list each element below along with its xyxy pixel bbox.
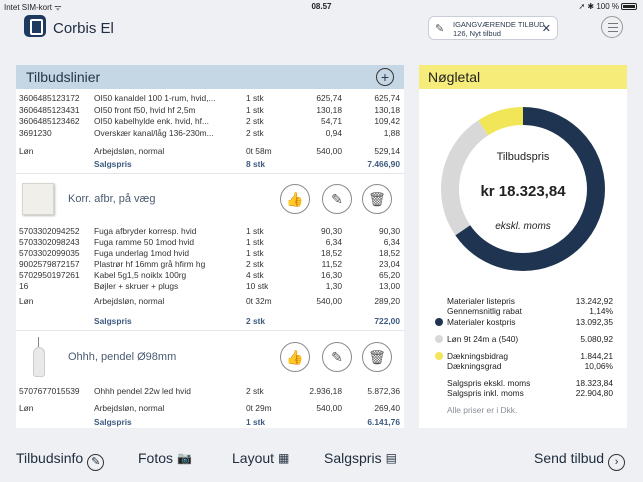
kpi-row: Løn 9t 24m a (540) 5.080,92	[435, 334, 613, 344]
divider	[16, 173, 404, 174]
table-row[interactable]: 5703302099035 Fuga underlag 1mod hvid 1 stk 18,52 18,52	[19, 248, 400, 258]
trash-icon: 🗑	[368, 349, 386, 365]
current-offer-pill[interactable]	[428, 16, 558, 40]
edit-button[interactable]	[322, 342, 352, 372]
app-logo-icon	[24, 15, 46, 37]
offer-lines-header	[16, 65, 404, 89]
layout-icon: ▦	[278, 451, 290, 465]
chevron-right-icon: ›	[608, 454, 625, 471]
table-row[interactable]: 5703302098243 Fuga ramme 50 1mod hvid 1 stk 6,34 6,34	[19, 237, 400, 247]
offer-info-button[interactable]: Tilbudsinfo ✎	[16, 450, 104, 471]
table-row[interactable]: 16 Bøjler + skruer + plugs 10 stk 1,30 13,00	[19, 281, 400, 291]
edit-icon: ✎	[435, 23, 445, 35]
pencil-icon: ✎	[87, 454, 104, 471]
kpi-row: Dækningsbidrag 1.844,21	[435, 351, 613, 361]
table-row[interactable]: 5702950197261 Kabel 5g1,5 noiklx 100rg 4 stk 16,30 65,20	[19, 270, 400, 280]
table-row[interactable]: 3691230 Overskær kanal/låg 136-230m... 2 stk 0,94 1,88	[19, 128, 400, 138]
carrier-text: Intet SIM-kort ᯤ	[4, 3, 62, 12]
table-row[interactable]: 9002579872157 Plastrør hf 16mm grå hfirm hg 2 stk 11,52 23,04	[19, 259, 400, 269]
thumbs-up-button[interactable]	[280, 184, 310, 214]
sale-price-button[interactable]: Salgspris ▤	[324, 450, 397, 466]
kpi-row: Dækningsgrad 10,06%	[447, 361, 613, 371]
sale-price-row: Salgspris 2 stk 722,00	[94, 316, 400, 326]
currency-note: Alle priser er i Dkk.	[447, 405, 518, 415]
camera-icon: 📷	[177, 451, 192, 465]
table-row[interactable]: 3606485123172 OI50 kanaldel 100 1-rum, hvid,... 1 stk 625,74 625,74	[19, 93, 400, 103]
edit-button[interactable]	[322, 184, 352, 214]
divider	[16, 330, 404, 331]
table-row[interactable]: 5703302094252 Fuga afbryder korresp. hvid 1 stk 90,30 90,30	[19, 226, 400, 236]
key-figures-header	[419, 65, 627, 89]
layout-button[interactable]: Layout ▦	[232, 450, 290, 466]
panel-title: Tilbudslinier	[26, 69, 101, 85]
donut-value: kr 18.323,84	[480, 183, 566, 200]
trash-icon: 🗑	[368, 191, 386, 207]
pencil-icon: ✎	[331, 191, 343, 207]
calculator-icon: ▤	[385, 451, 397, 465]
pendant-product-image	[32, 337, 46, 377]
table-row[interactable]: 3606485123462 OI50 kabelhylde enk. hvid, hf... 2 stk 54,71 109,42	[19, 116, 400, 126]
app-header	[0, 13, 643, 45]
delete-button[interactable]	[362, 184, 392, 214]
thumbs-up-button[interactable]	[280, 342, 310, 372]
thumbs-up-icon: 👍	[286, 349, 304, 365]
product-header	[16, 335, 404, 381]
photos-button[interactable]: Fotos 📷	[138, 450, 192, 466]
product-name[interactable]: Korr. afbr, på væg	[68, 193, 156, 205]
offer-lines-panel	[16, 65, 404, 428]
send-offer-button[interactable]: Send tilbud ›	[534, 450, 625, 471]
sale-price-row: Salgspris 8 stk 7.466,90	[94, 159, 400, 169]
kpi-row: Salgspris ekskl. moms 18.323,84	[447, 378, 613, 388]
delete-button[interactable]	[362, 342, 392, 372]
legend-dot-labor	[435, 335, 443, 343]
battery-indicator: ➚ ✱ 100 %	[578, 2, 637, 11]
table-row[interactable]: 5707677015539 Ohhh pendel 22w led hvid 2 stk 2.936,18 5.872,36	[19, 386, 400, 396]
bottom-toolbar	[0, 445, 643, 475]
product-name[interactable]: Ohhh, pendel Ø98mm	[68, 351, 177, 363]
close-icon[interactable]: ✕	[541, 23, 551, 35]
add-line-button[interactable]: +	[376, 68, 394, 86]
offer-name-label: 126, Nyt tilbud	[453, 29, 501, 38]
donut-label: Tilbudspris	[496, 151, 550, 163]
app-title: Corbis El	[53, 20, 114, 37]
table-row[interactable]: 3606485123431 OI50 front f50, hvid hf 2,5m 1 stk 130,18 130,18	[19, 105, 400, 115]
clock: 08.57	[311, 2, 332, 11]
donut-subtitle: ekskl. moms	[495, 221, 551, 232]
switch-product-image	[22, 183, 54, 215]
legend-dot-materials	[435, 318, 443, 326]
kpi-row: Materialer listepris 13.242,92	[447, 296, 613, 306]
panel-title: Nøgletal	[428, 69, 481, 85]
sale-price-row: Salgspris 1 stk 6.141,76	[94, 417, 400, 427]
battery-icon	[621, 3, 637, 10]
legend-dot-margin	[435, 352, 443, 360]
labor-row[interactable]: Løn Arbejdsløn, normal 0t 32m 540,00 289,20	[19, 296, 400, 306]
labor-row[interactable]: Løn Arbejdsløn, normal 0t 29m 540,00 269,40	[19, 403, 400, 413]
kpi-row: Salgspris inkl. moms 22.904,80	[447, 388, 613, 398]
offer-status-label: IGANGVÆRENDE TILBUD	[453, 20, 545, 29]
labor-row[interactable]: Løn Arbejdsløn, normal 0t 58m 540,00 529,14	[19, 146, 400, 156]
product-header	[16, 177, 404, 223]
status-bar	[0, 0, 643, 13]
thumbs-up-icon: 👍	[286, 191, 304, 207]
kpi-row: Materialer kostpris 13.092,35	[435, 317, 613, 327]
menu-button[interactable]	[601, 16, 623, 38]
key-figures-panel	[419, 65, 627, 428]
kpi-row: Gennemsnitlig rabat 1,14%	[447, 306, 613, 316]
pencil-icon: ✎	[331, 349, 343, 365]
